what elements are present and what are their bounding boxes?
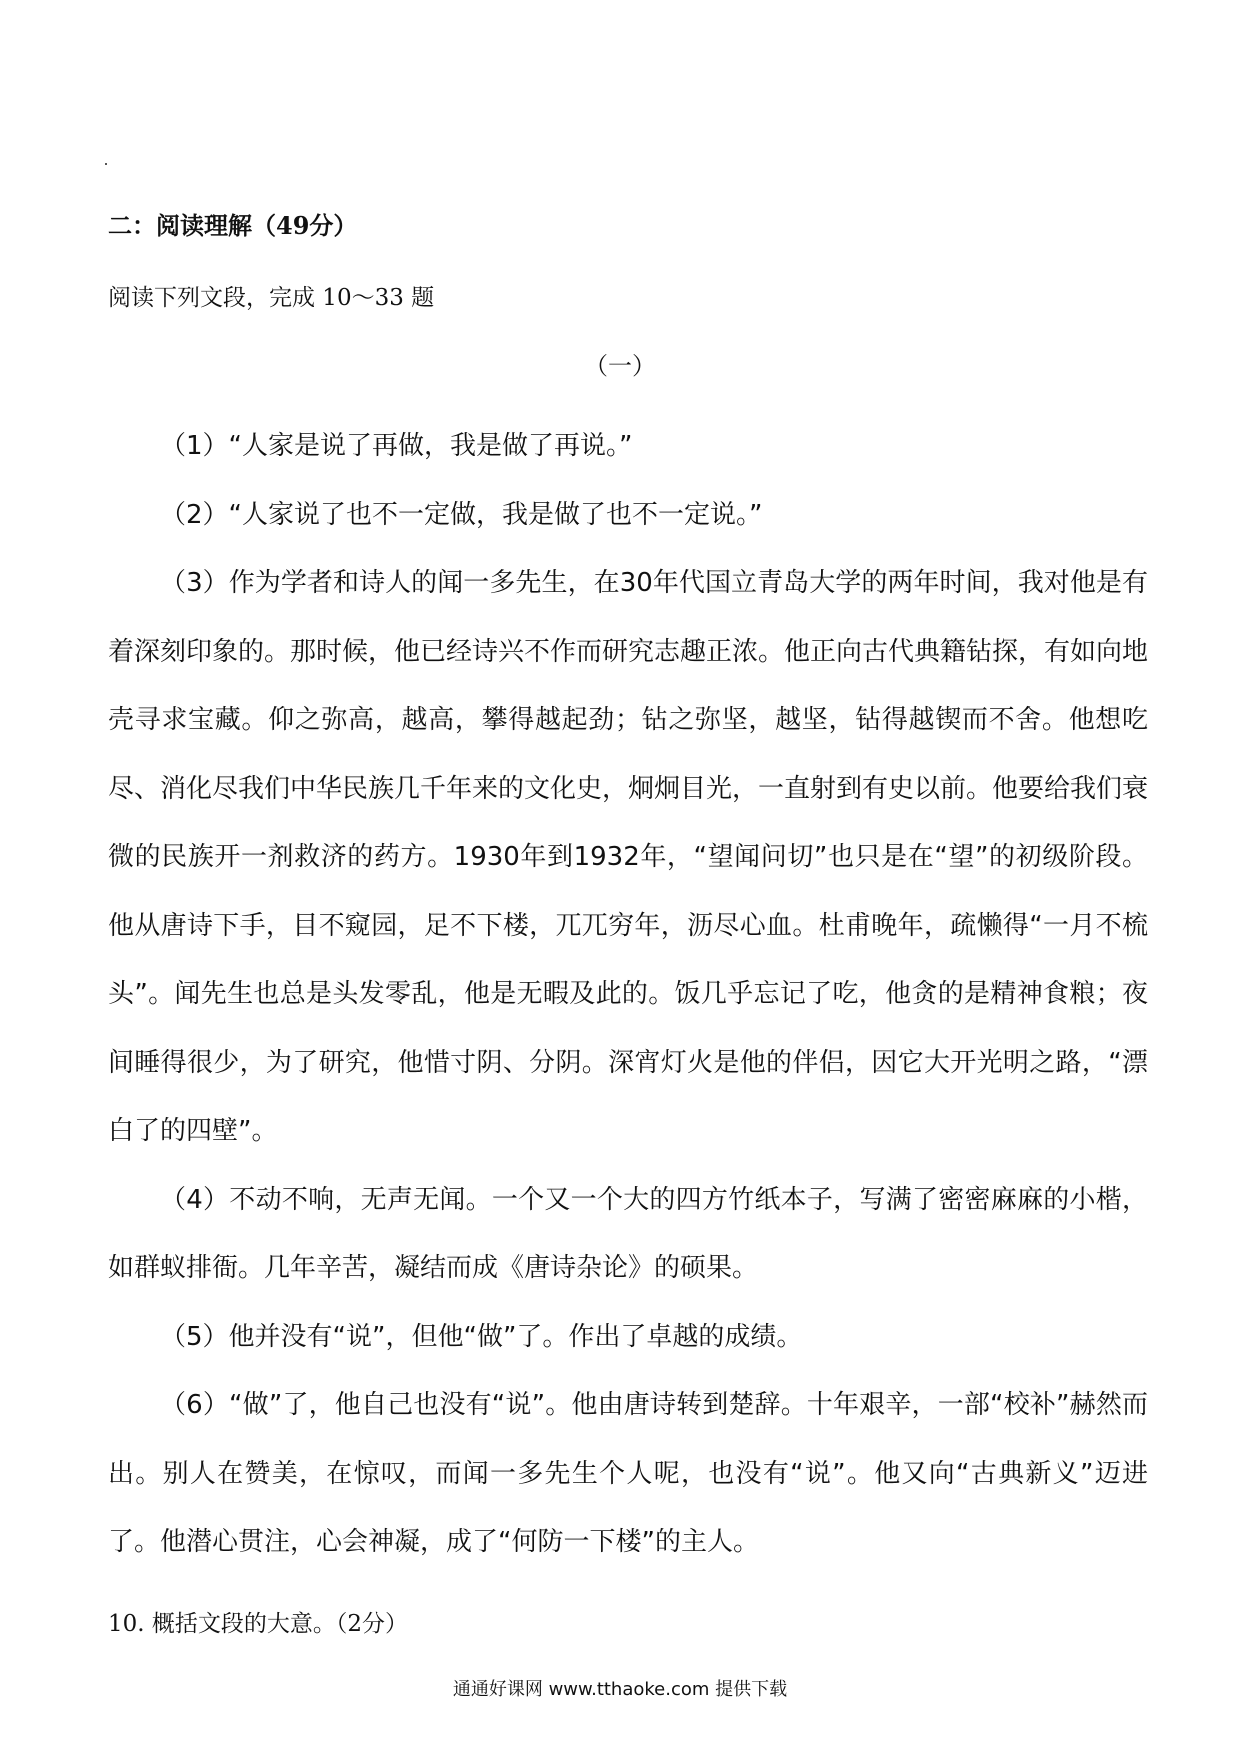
question-10: 10. 概括文段的大意。（2分） — [108, 1611, 409, 1637]
passage-paragraph-5: （5）他并没有“说”，但他“做”了。作出了卓越的成绩。 — [160, 1321, 803, 1352]
scan-speck — [105, 163, 107, 165]
section-instruction: 阅读下列文段，完成 10～33 题 — [108, 285, 435, 311]
reading-passage — [108, 412, 1148, 1577]
page-footer: 通通好课网 www.tthaoke.com 提供下载 — [452, 1679, 788, 1700]
section-title: 二：阅读理解（49分） — [108, 211, 358, 240]
passage-paragraph-4: （4）不动不响，无声无闻。一个又一个大的四方竹纸本子，写满了密密麻麻的小楷，如群蚁排衙。几年辛苦，凝结而成《唐诗杂论》的硕果。 — [108, 1184, 1148, 1283]
part-label: （一） — [584, 352, 656, 380]
passage-paragraph-3: （3）作为学者和诗人的闻一多先生，在30年代国立青岛大学的两年时间，我对他是有着深刻印象的。那时候，他已经诗兴不作而研究志趣正浓。他正向古代典籍钻探，有如向地壳寻求宝藏。仰之弥高，越高，攀得越起劲；钻之弥坚，越坚，钻得越锲而不舍。他想吃尽、消化尽我们中华民族几千年来的文化史，炯炯目光，一直射到有史以前。他要给我们衰微的民族开一剂救济的药方。1930年到1932年，“望闻问切”也只是在“望”的初级阶段。他从唐诗下手，目不窥园，足不下楼，兀兀穷年，沥尽心血。杜甫晚年，疏懒得“一月不梳头”。闻先生也总是头发零乱，他是无暇及此的。饭几乎忘记了吃，他贪的是精神食粮；夜间睡得很少，为了研究，他惜寸阴、分阴。深宵灯火是他的伴侣，因它大开光明之路，“漂白了的四壁”。 — [108, 568, 1149, 1146]
passage-paragraph-6: （6）“做”了，他自己也没有“说”。他由唐诗转到楚辞。十年艰辛，一部“校补”赫然而出。别人在赞美，在惊叹，而闻一多先生个人呢，也没有“说”。他又向“古典新义”迈进了。他潜心贯注，心会神凝，成了“何防一下楼”的主人。 — [108, 1390, 1148, 1557]
passage-paragraph-1: （1）“人家是说了再做，我是做了再说。” — [160, 431, 633, 461]
passage-paragraph-2: （2）“人家说了也不一定做，我是做了也不一定说。” — [160, 499, 763, 530]
